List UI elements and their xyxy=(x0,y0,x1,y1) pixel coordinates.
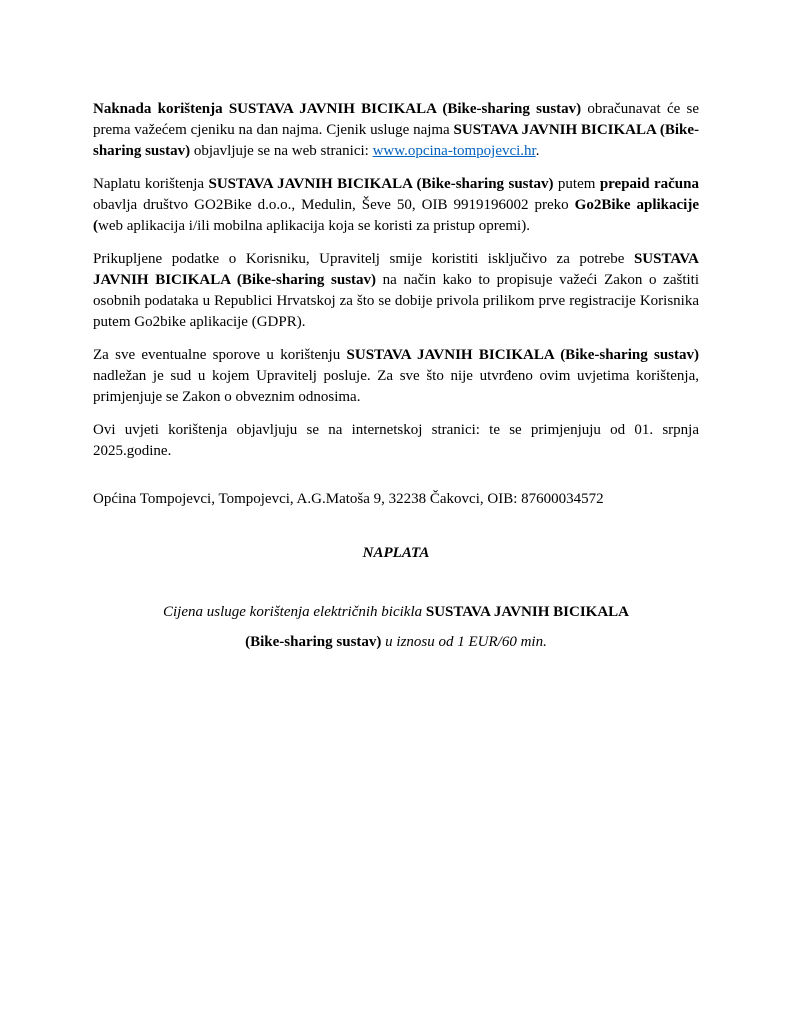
paragraph-payment xyxy=(93,174,699,237)
text-run: objavljuje se na web stranici: xyxy=(190,143,373,159)
text-run: obavlja društvo GO2Bike d.o.o., Medulin, Ševe 50, OIB 9919196002 preko xyxy=(93,197,575,213)
address-line: Općina Tompojevci, Tompojevci, A.G.Matoša 9, 32238 Čakovci, OIB: 87600034572 xyxy=(93,491,604,507)
document-body xyxy=(93,99,699,653)
paragraph-disputes xyxy=(93,345,699,408)
text-run: SUSTAVA JAVNIH BICIKALA (Bike-sharing sustav) xyxy=(208,176,554,192)
paragraph-effective-date: Ovi uvjeti korištenja objavljuju se na internetskoj stranici: te se primjenjuju od 01. srpnja 2025.godine. xyxy=(93,422,699,459)
website-link[interactable]: www.opcina-tompojevci.hr xyxy=(372,143,536,159)
text-run: web aplikacija i/ili mobilna aplikacija koja se koristi za pristup opremi). xyxy=(98,218,530,234)
text-run: u iznosu od 1 EUR/60 min. xyxy=(381,634,547,650)
pricing-line-2 xyxy=(93,632,699,653)
text-run: Cijena usluge korištenja električnih bicikla xyxy=(163,604,426,620)
text-run: (Bike-sharing sustav) xyxy=(245,634,382,650)
text-run: Naplatu korištenja xyxy=(93,176,209,192)
text-run: nadležan je sud u kojem Upravitelj posluje. Za sve što nije utvrđeno ovim uvjetima korištenja, primjenjuje se Zakon o obveznim odnosima. xyxy=(93,368,699,405)
text-run: Naknada korištenja SUSTAVA JAVNIH BICIKALA (Bike-sharing sustav) xyxy=(93,101,582,117)
text-run: SUSTAVA JAVNIH BICIKALA (Bike-sharing sustav) xyxy=(346,347,699,363)
text-run: Za sve eventualne sporove u korištenju xyxy=(93,347,347,363)
text-run: SUSTAVA JAVNIH BICIKALA xyxy=(425,604,629,620)
paragraph-gdpr xyxy=(93,249,699,333)
text-run: na način kako to propisuje važeći Zakon o zaštiti osobnih podataka u Republici Hrvatskoj za što se dobije privola prilikom prve registracije Korisnika putem Go2bike aplikacije (GDPR). xyxy=(93,272,700,330)
naplata-heading: NAPLATA xyxy=(362,545,430,561)
text-run: Go2Bike aplikacije ( xyxy=(93,197,699,234)
text-run: SUSTAVA JAVNIH BICIKALA (Bike-sharing sustav) xyxy=(93,251,699,288)
text-run: putem xyxy=(553,176,600,192)
text-run: SUSTAVA JAVNIH BICIKALA (Bike-sharing sustav) xyxy=(93,122,699,159)
text-run: prepaid računa xyxy=(599,176,699,192)
pricing-line-1 xyxy=(93,602,699,623)
text-run: . xyxy=(535,143,540,159)
paragraph-fee xyxy=(93,99,699,162)
text-run: Prikupljene podatke o Korisniku, Upravitelj smije koristiti isključivo za potrebe xyxy=(93,251,634,267)
text-run: obračunavat će se prema važećem cjeniku na dan najma. Cjenik usluge najma xyxy=(93,101,699,138)
